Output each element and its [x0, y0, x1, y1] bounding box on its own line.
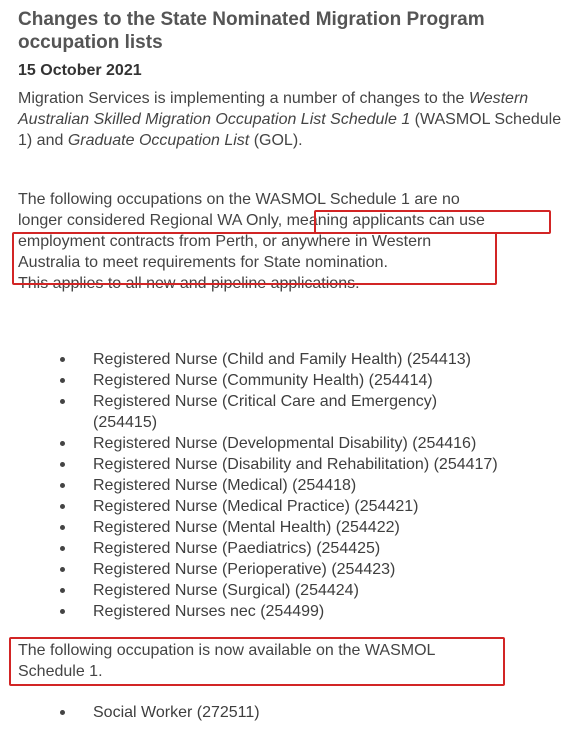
article-date: 15 October 2021	[18, 62, 142, 79]
bullet-icon	[60, 504, 65, 509]
occupation-list-added	[0, 702, 553, 723]
bullet-icon	[60, 462, 65, 467]
list-item: Registered Nurse (Child and Family Health) (254413)	[0, 349, 553, 370]
intro-text-3: (GOL).	[249, 132, 303, 149]
regional-note-line-3: employment contracts from Perth, or anywhere in Western	[18, 233, 432, 250]
list-item: Registered Nurse (Mental Health) (254422)	[0, 517, 553, 538]
list-item: Registered Nurse (Disability and Rehabilitation) (254417)	[0, 454, 553, 475]
bullet-icon	[60, 378, 65, 383]
regional-note-line-2a: longer considered Regional WA Only,	[18, 212, 287, 229]
intro-text-1: Migration Services is implementing a number of changes to the	[18, 90, 469, 107]
list-item: Registered Nurse (Developmental Disability) (254416)	[0, 433, 553, 454]
list-item: Registered Nurse (Medical Practice) (254421)	[0, 496, 553, 517]
gol-title: Graduate Occupation List	[67, 132, 250, 149]
bullet-icon	[60, 567, 65, 572]
bullet-icon	[60, 441, 65, 446]
bullet-icon	[60, 546, 65, 551]
list-item: Registered Nurse (Critical Care and Emergency) (254415)	[0, 391, 493, 433]
list-item: Registered Nurse (Surgical) (254424)	[0, 580, 553, 601]
list-item: Social Worker (272511)	[0, 702, 553, 723]
list-item: Registered Nurse (Community Health) (254414)	[0, 370, 553, 391]
intro-paragraph	[18, 88, 563, 151]
bullet-icon	[60, 525, 65, 530]
wasmol-title: Western Australian Skilled Migration Occupation List Schedule 1	[18, 90, 529, 128]
list-item: Registered Nurse (Perioperative) (254423)	[0, 559, 553, 580]
list-item: Registered Nurses nec (254499)	[0, 601, 553, 622]
list-item: Registered Nurse (Medical) (254418)	[0, 475, 553, 496]
bullet-icon	[60, 357, 65, 362]
regional-note-line-2b: meaning applicants can use	[286, 212, 485, 229]
bullet-icon	[60, 483, 65, 488]
bullet-icon	[60, 399, 65, 404]
regional-note-line-2	[18, 210, 563, 231]
list-item: Registered Nurse (Paediatrics) (254425)	[0, 538, 553, 559]
intro-text-2: (WASMOL Schedule 1) and	[18, 111, 562, 149]
regional-note-line-4: Australia to meet requirements for State nomination.	[18, 254, 388, 271]
bullet-icon	[60, 588, 65, 593]
occupation-list-regional	[0, 349, 553, 622]
bullet-icon	[60, 609, 65, 614]
article-title: Changes to the State Nominated Migration Program occupation lists	[18, 9, 485, 53]
regional-note-paragraph	[18, 189, 563, 294]
new-occupation-paragraph: The following occupation is now available on the WASMOL Schedule 1.	[18, 642, 435, 680]
bullet-icon	[60, 710, 65, 715]
regional-note-line-5: This applies to all new and pipeline applications.	[18, 275, 360, 292]
regional-note-line-1: The following occupations on the WASMOL Schedule 1 are no	[18, 191, 460, 208]
